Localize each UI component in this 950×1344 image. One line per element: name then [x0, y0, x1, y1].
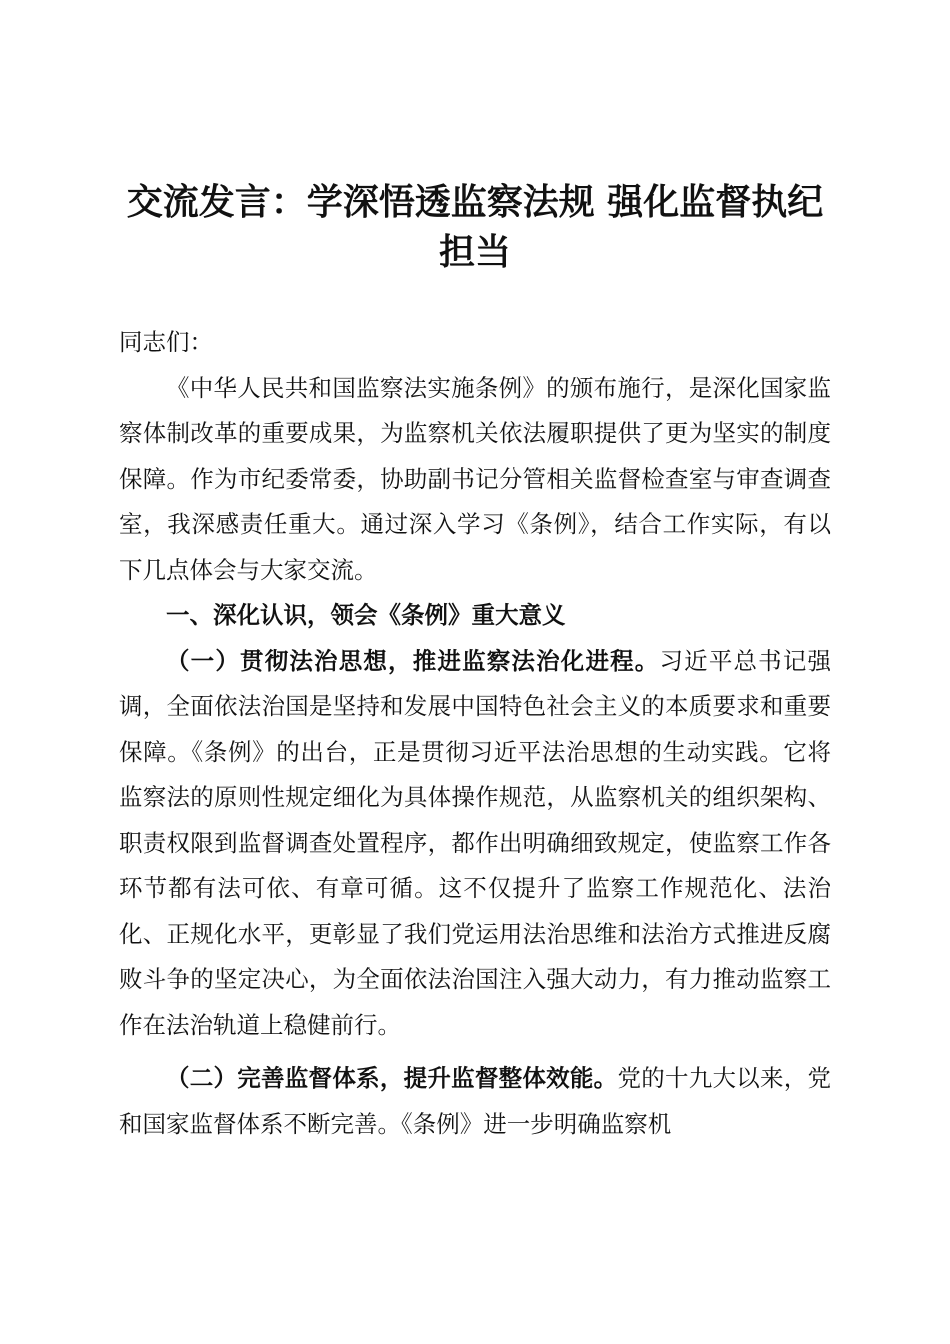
subsection-1-paragraph	[119, 639, 831, 1049]
title-line-1: 交流发言：学深悟透监察法规 强化监督执纪	[126, 182, 824, 223]
subsection-1-lead: （一）贯彻法治思想，推进监察法治化进程。	[166, 646, 660, 675]
title-line-2: 担当	[438, 232, 511, 273]
document-body	[119, 320, 831, 1147]
section-1-heading: 一、深化认识，领会《条例》重大意义	[166, 601, 566, 629]
document-title	[110, 178, 840, 278]
greeting: 同志们：	[119, 328, 213, 356]
subsection-1-text: 习近平总书记强调，全面依法治国是坚持和发展中国特色社会主义的本质要求和重要保障。《条例》的出台，正是贯彻习近平法治思想的生动实践。它将监察法的原则性规定细化为具体操作规范，从监察机关的组织架构、职责权限到监督调查处置程序，都作出明确细致规定，使监察工作各环节都有法可依、有章可循。这不仅提升了监察工作规范化、法治化、正规化水平，更彰显了我们党运用法治思维和法治方式推进反腐败斗争的坚定决心，为全面依法治国注入强大动力，有力推动监察工作在法治轨道上稳健前行。	[119, 646, 832, 1039]
subsection-2-lead: （二）完善监督体系，提升监督整体效能。	[166, 1064, 618, 1092]
subsection-2-text: 党的十九大以来，党和国家监督体系不断完善。《条例》进一步明确监察机	[119, 1064, 832, 1138]
subsection-2-paragraph	[119, 1056, 831, 1147]
intro-paragraph: 《中华人民共和国监察法实施条例》的颁布施行，是深化国家监察体制改革的重要成果，为监察机关依法履职提供了更为坚实的制度保障。作为市纪委常委，协助副书记分管相关监督检查室与审查调查室，我深感责任重大。通过深入学习《条例》，结合工作实际，有以下几点体会与大家交流。	[119, 373, 831, 584]
